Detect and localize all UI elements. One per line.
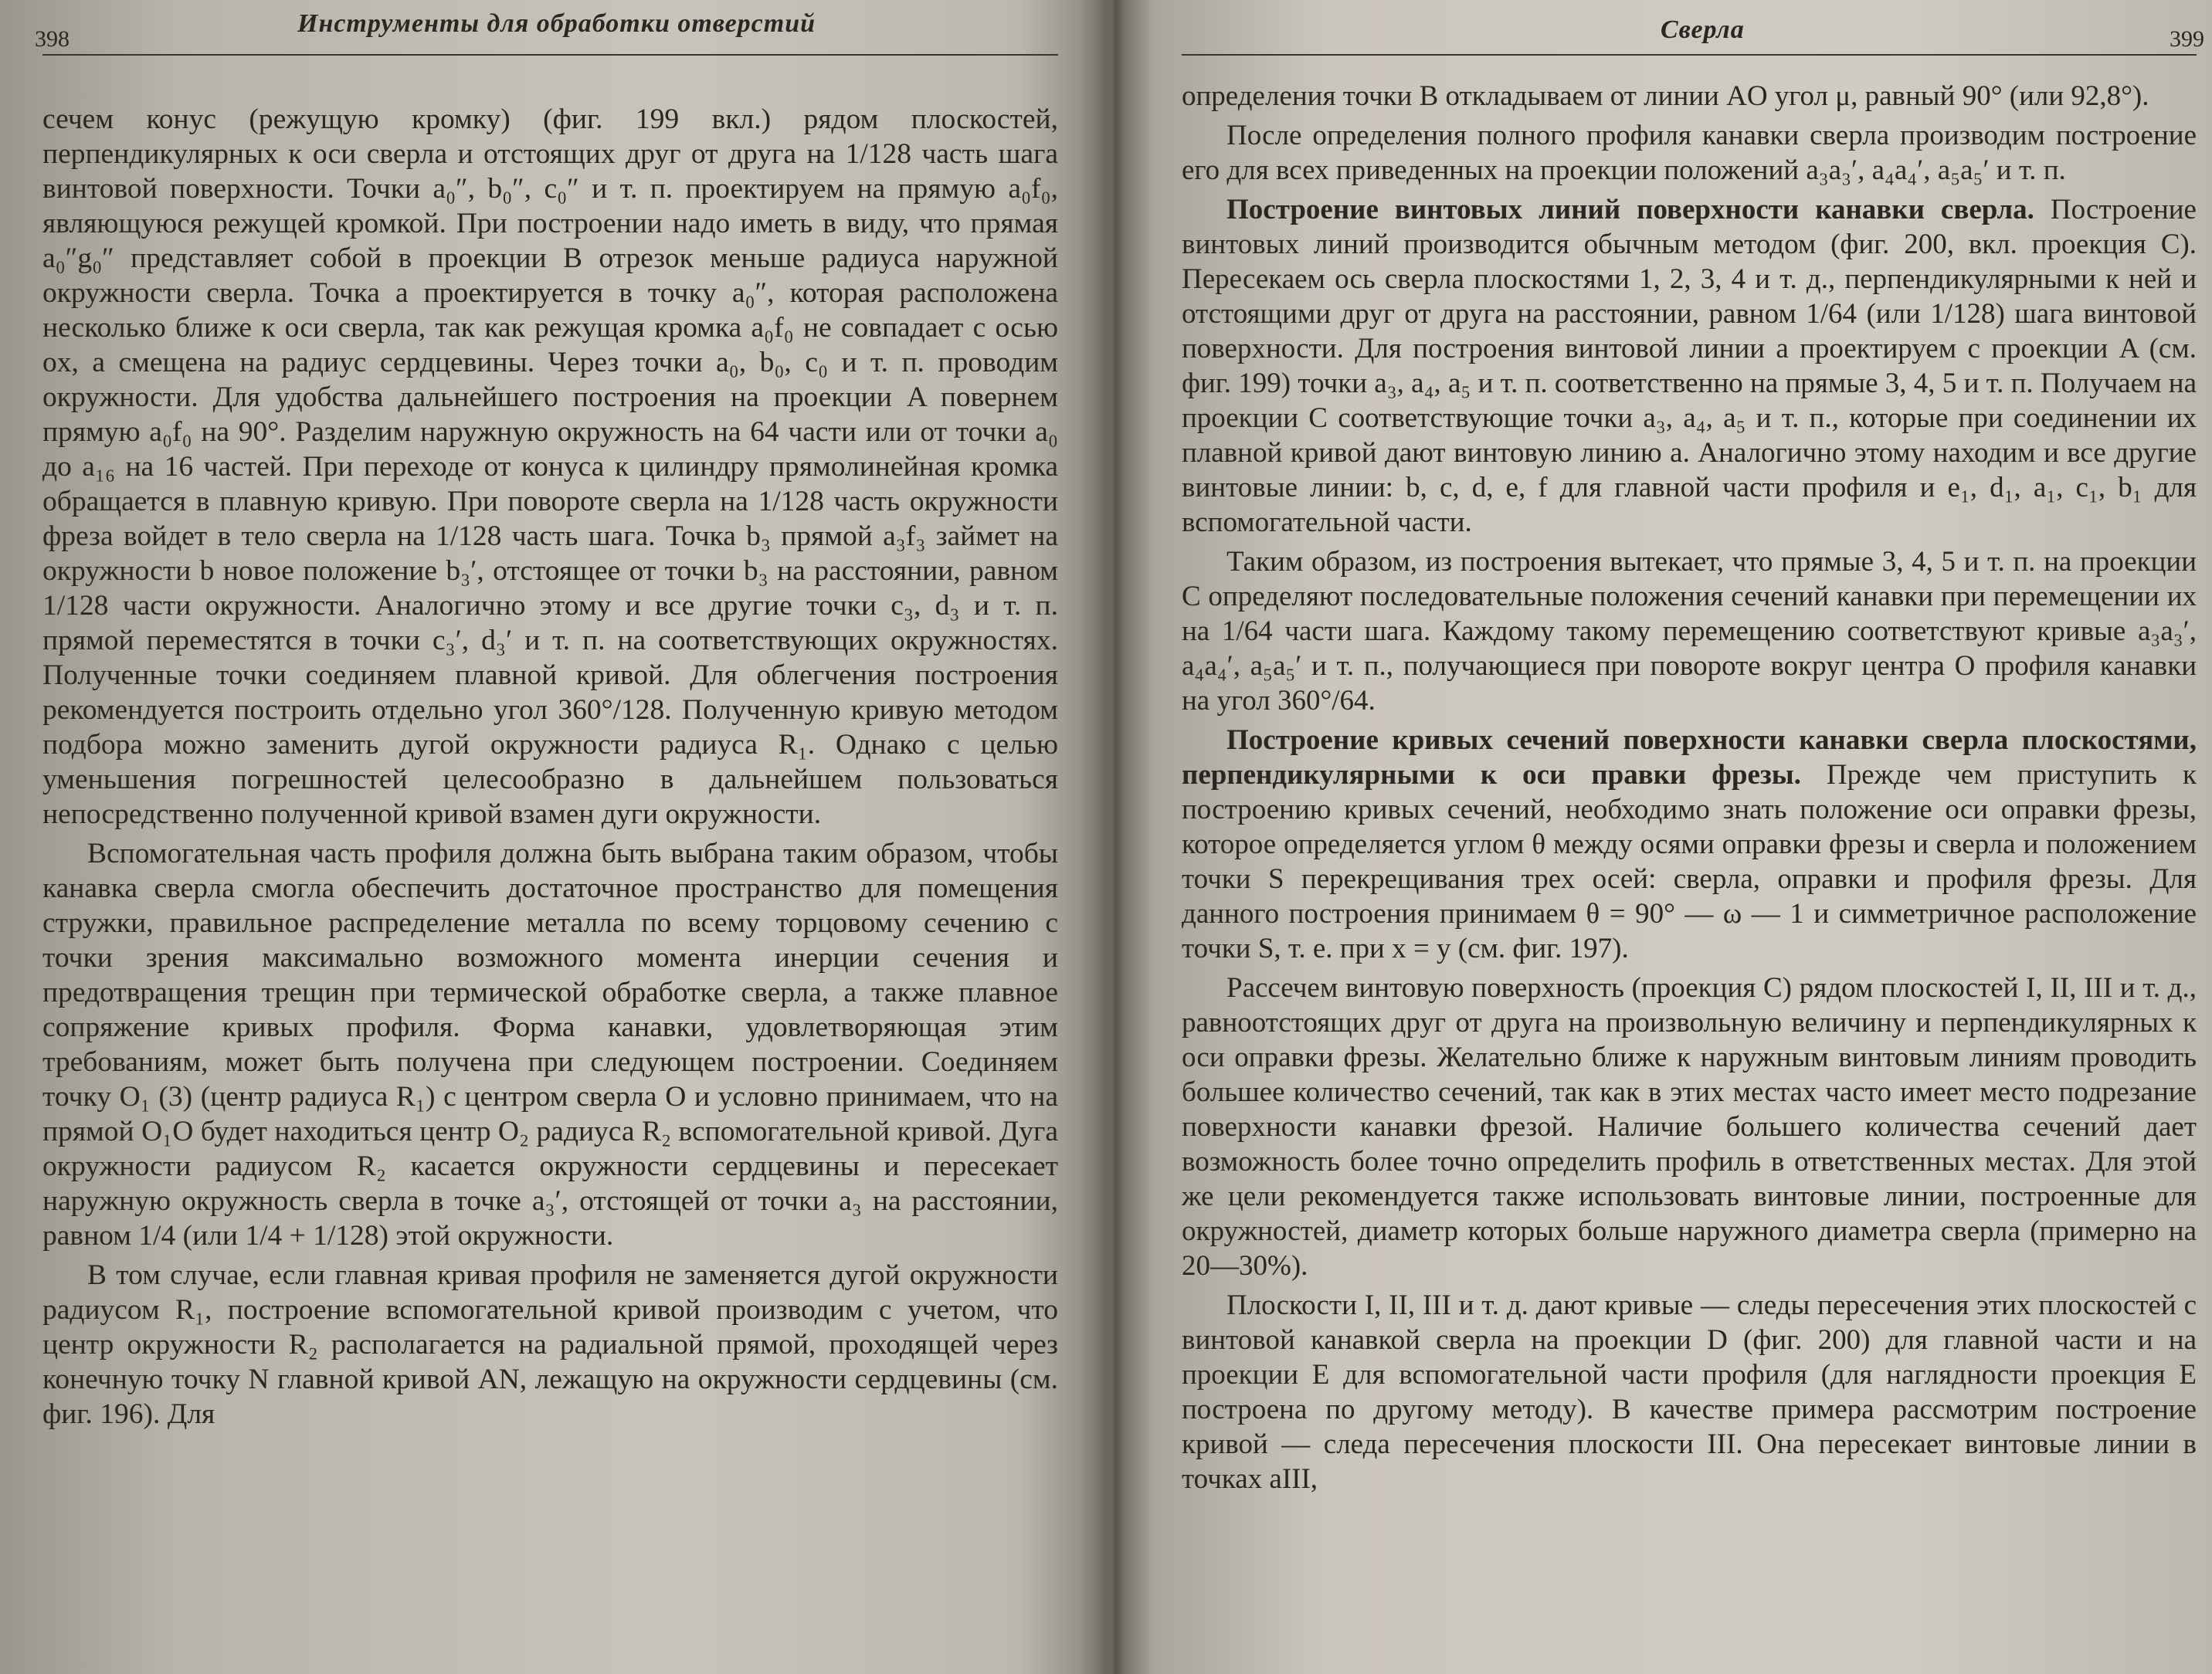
left-paragraph-1: сечем конус (режущую кромку) (фиг. 199 вкл.) рядом плоскостей, перпендикулярных к оси сверла и отстоящих друг от друга на 1/128 часть шага винтовой поверхности. Точки a₀″, b₀″, c₀″ и т. п. проектируем на прямую a₀f₀, являющуюся режущей кромкой. При построении надо иметь в виду, что прямая a₀″g₀″ представляет собой в проекции B отрезок меньше радиуса наружной окружности сверла. Точка a проектируется в точку a₀″, которая расположена несколько ближе к оси сверла, так как режущая кромка a₀f₀ не совпадает с осью ox, а смещена на радиус сердцевины. Через точки a₀, b₀, c₀ и т. п. проводим окружности. Для удобства дальнейшего построения на проекции A повернем прямую a₀f₀ на 90°. Разделим наружную окружность на 64 части или от точки a₀ до a₁₆ на 16 частей. При переходе от конуса к цилиндру прямолинейная кромка обращается в плавную кривую. При повороте сверла на 1/128 часть окружности фреза войдет в тело сверла на 1/128 часть шага. Точка b₃ прямой a₃f₃ займет на окружности b новое положение b₃′, отстоящее от точки b₃ на расстоянии, равном 1/128 части окружности. Аналогично этому и все другие точки c₃, d₃ и т. п. прямой переместятся в точки c₃′, d₃′ и т. п. на соответствующих окружностях. Полученные точки соединяем плавной кривой. Для облегчения построения рекомендуется построить отдельно угол 360°/128. Полученную кривую методом подбора можно заменить дугой окружности радиуса R₁. Однако с целью уменьшения погрешностей целесообразно в дальнейшем пользоваться непосредственно полученной кривой взамен дуги окружности. xyxy=(42,103,1058,830)
left-page-text xyxy=(42,102,1058,1432)
right-running-head: Сверла xyxy=(1661,15,1745,44)
right-paragraph-6: Рассечем винтовую поверхность (проекция C) рядом плоскостей I, II, III и т. д., равноотстоящих друг от друга на произвольную величину и перпендикулярных к оси оправки фрезы. Желательно ближе к наружным винтовым линиям проводить большее количество сечений, так как в этих местах часто имеет место подрезание поверхности канавки фрезой. Наличие большего количества сечений дает возможность более точно определить профиль в ответственных местах. Для этой же цели рекомендуется также использовать винтовые линии, построенные для окружностей, диаметр которых больше наружного диаметра сверла (примерно на 20—30%). xyxy=(1182,972,2197,1282)
right-paragraph-2: После определения полного профиля канавки сверла производим построение его для всех приведенных на проекции положений a₃a₃′, a₄a₄′, a₅a₅′ и т. п. xyxy=(1182,120,2197,186)
left-paragraph-3: В том случае, если главная кривая профиля не заменяется дугой окружности радиусом R₁, построение вспомогательной кривой производим с учетом, что центр окружности R₂ располагается на радиальной прямой, проходящей через конечную точку N главной кривой AN, лежащую на окружности сердцевины (см. фиг. 196). Для xyxy=(42,1259,1058,1430)
right-page-text xyxy=(1182,79,2197,1496)
right-paragraph-3: Построение винтовых линий поверхности канавки сверла. Построение винтовых линий производится обычным методом (фиг. 200, вкл. проекция C). Пересекаем ось сверла плоскостями 1, 2, 3, 4 и т. д., перпендикулярными к ней и отстоящими друг от друга на расстоянии, равном 1/64 (или 1/128) шага винтовой поверхности. Для построения винтовой линии a проектируем с проекции A (см. фиг. 199) точки a₃, a₄, a₅ и т. п. соответственно на прямые 3, 4, 5 и т. п. Получаем на проекции C соответствующие точки a₃, a₄, a₅ и т. п., которые при соединении их плавной кривой дают винтовую линию a. Аналогично этому находим и все другие винтовые линии: b, c, d, e, f для главной части профиля и e₁, d₁, a₁, c₁, b₁ для вспомогательной части. xyxy=(1182,194,2197,538)
right-paragraph-1: определения точки B откладываем от линии AO угол μ, равный 90° (или 92,8°). xyxy=(1182,80,2149,112)
section-heading-section-curves: Построение кривых сечений поверхности канавки сверла плоскостями, перпендикулярными к оси правки фрезы. xyxy=(1182,724,2197,791)
right-page-number: 399 xyxy=(2170,26,2204,52)
left-page-number: 398 xyxy=(35,26,70,52)
left-running-head: Инструменты для обработки отверстий xyxy=(297,9,816,38)
right-page xyxy=(1159,0,2212,1674)
right-paragraph-4: Таким образом, из построения вытекает, что прямые 3, 4, 5 и т. п. на проекции C определяют последовательные положения сечений канавки при перемещении их на 1/64 части шага. Каждому такому перемещению соответствуют кривые a₃a₃′, a₄a₄′, a₅a₅′ и т. п., получающиеся при повороте вокруг центра O профиля канавки на угол 360°/64. xyxy=(1182,546,2197,717)
left-page-header xyxy=(35,0,1058,56)
right-paragraph-5: Построение кривых сечений поверхности канавки сверла плоскостями, перпендикулярными к оси правки фрезы. Прежде чем приступить к построению кривых сечений, необходимо знать положение оси оправки фрезы, которое определяется углом θ между осями оправки фрезы и сверла и положением точки S перекрещивания трех осей: сверла, оправки и профиля фрезы. Для данного построения принимаем θ = 90° — ω — 1 и симметричное расположение точки S, т. е. при x = y (см. фиг. 197). xyxy=(1182,724,2197,964)
section-heading-helical-lines: Построение винтовых линий поверхности канавки сверла. xyxy=(1226,194,2034,225)
left-paragraph-2: Вспомогательная часть профиля должна быть выбрана таким образом, чтобы канавка сверла смогла обеспечить достаточное пространство для помещения стружки, правильное распределение металла по всему торцовому сечению с точки зрения максимально возможного момента инерции сечения и предотвращения трещин при термической обработке сверла, а также плавное сопряжение кривых профиля. Форма канавки, удовлетворяющая этим требованиям, может быть получена при следующем построении. Соединяем точку O₁ (3) (центр радиуса R₁) с центром сверла O и условно принимаем, что на прямой O₁O будет находиться центр O₂ радиуса R₂ вспомогательной кривой. Дуга окружности радиусом R₂ касается окружности сердцевины и пересекает наружную окружность сверла в точке a₃′, отстоящей от точки a₃ на расстоянии, равном 1/4 (или 1/4 + 1/128) этой окружности. xyxy=(42,838,1058,1252)
right-paragraph-7: Плоскости I, II, III и т. д. дают кривые — следы пересечения этих плоскостей с винтовой канавкой сверла на проекции D (фиг. 200) для главной части и на проекции E для вспомогательной части профиля (для наглядности проекция E построена по другому методу). В качестве примера рассмотрим построение кривой — следа пересечения плоскости III. Она пересекает винтовые линии в точках aIII, xyxy=(1182,1289,2197,1495)
right-page-header xyxy=(1182,0,2204,56)
